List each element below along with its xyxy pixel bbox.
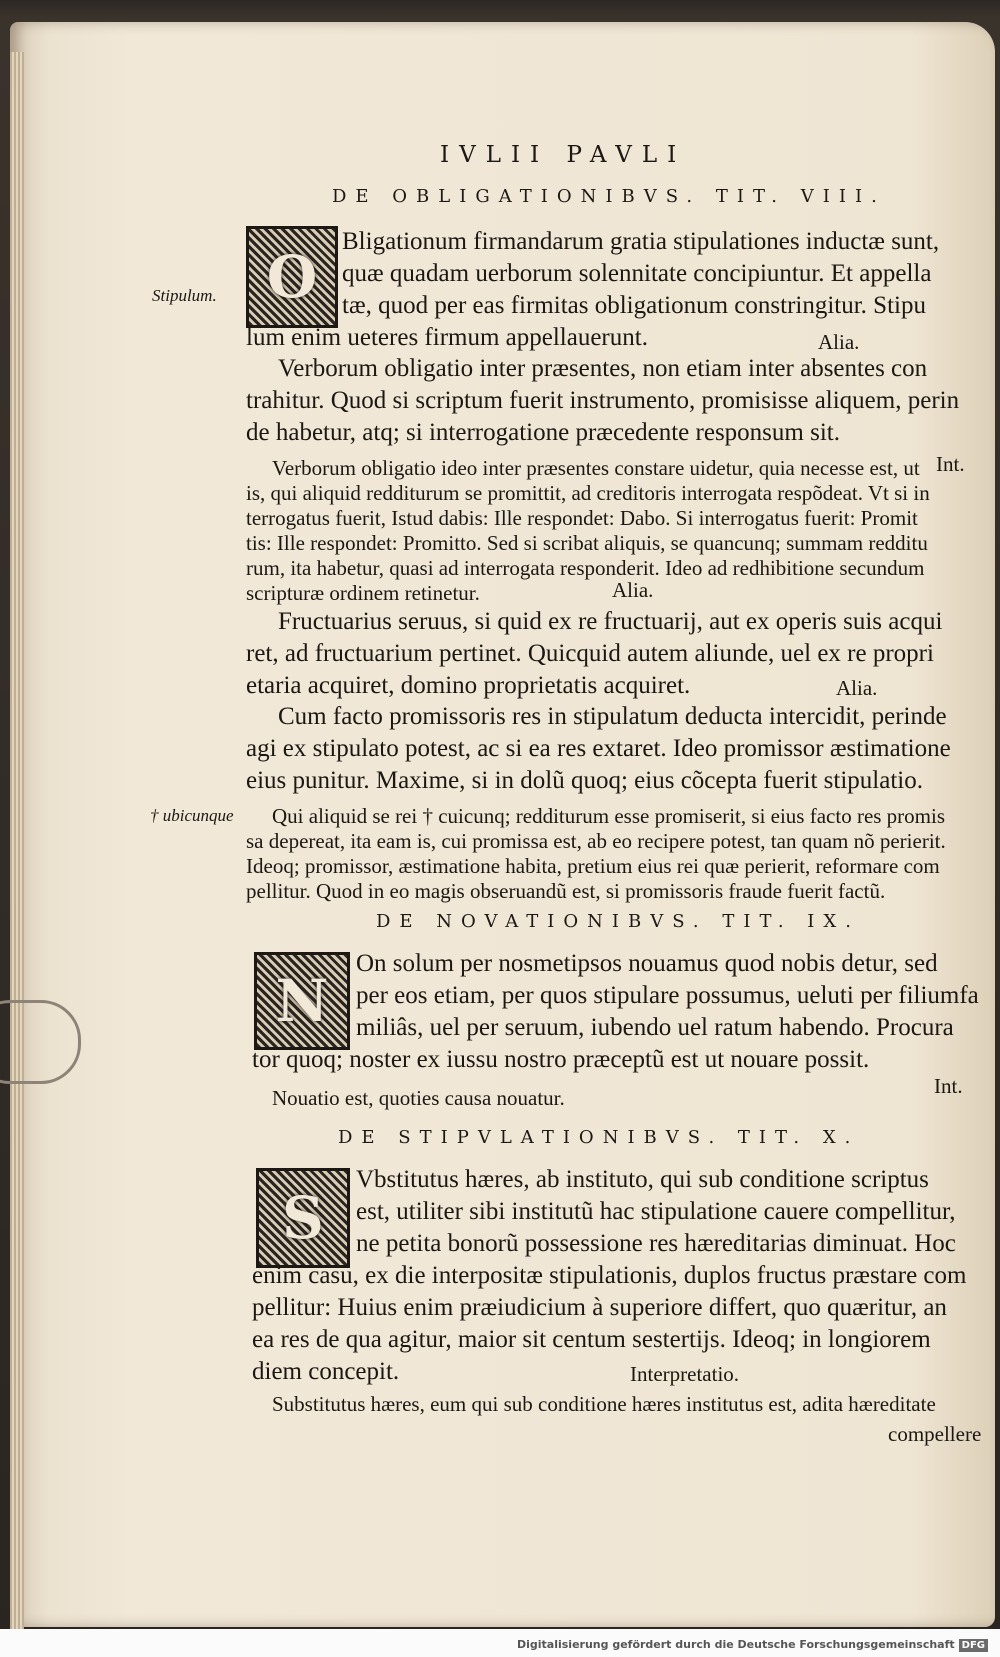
- initial-letter: O: [266, 243, 318, 311]
- decorated-initial-s: [256, 1168, 350, 1268]
- footer-credit-text: Digitalisierung gefördert durch die Deutsche Forschungsgemeinschaft: [516, 1638, 955, 1651]
- label-alia: Alia.: [818, 330, 860, 354]
- margin-note-ubicunque: † ubicunque: [150, 806, 234, 825]
- text-line: Verborum obligatio inter præsentes, non etiam inter absentes con: [278, 355, 928, 382]
- interpretation-line: Substitutus hæres, eum qui sub conditione hæres institutus est, adita hæreditate: [272, 1392, 936, 1416]
- text-line: Cum facto promissoris res in stipulatum deducta intercidit, perinde: [278, 703, 947, 730]
- interpretation-line: scripturæ ordinem retinetur.: [246, 581, 480, 605]
- interpretation-line: rum, ita habetur, quasi ad interrogata responderit. Ideo ad redhibitione secundum: [246, 556, 925, 580]
- text-line: miliâs, uel per seruum, iubendo uel ratum habendo. Procura: [356, 1014, 954, 1041]
- decorated-initial-n: [254, 952, 350, 1050]
- text-line: trahitur. Quod si scriptum fuerit instrumento, promisisse aliquem, perin: [246, 387, 960, 414]
- text-line: On solum per nosmetipsos nouamus quod nobis detur, sed: [356, 950, 938, 977]
- section-title-novationibus: DE NOVATIONIBVS. TIT. IX.: [376, 911, 860, 932]
- margin-note-stipulum: Stipulum.: [152, 286, 217, 305]
- decorated-initial-o: [246, 226, 338, 328]
- interpretation-line: sa depereat, ita eam is, cui promissa est, ab eo recipere potest, tan quam nõ perierit.: [246, 829, 946, 853]
- interpretation-line: Ideoq; promissor, æstimatione habita, pretium eius rei quæ perierit, reformare com: [246, 854, 940, 878]
- interpretation-line: tis: Ille respondet: Promitto. Sed si scribat aliquis, se quancunq; summam redditu: [246, 531, 928, 555]
- text-line: agi ex stipulato potest, ac si ea res extaret. Ideo promissor æstimatione: [246, 735, 951, 762]
- initial-letter: N: [275, 967, 329, 1035]
- catchword: compellere: [888, 1422, 982, 1446]
- interpretation-line: is, qui aliquid redditurum se promittit, ad creditoris interrogata respõdeat. Vt si in: [246, 481, 930, 505]
- text-line: lum enim ueteres firmum appellauerunt.: [246, 324, 648, 351]
- page-clip: [0, 1000, 81, 1084]
- interpretation-line: Nouatio est, quoties causa nouatur.: [272, 1086, 565, 1110]
- text-line: de habetur, atq; si interrogatione præcedente responsum sit.: [246, 419, 840, 446]
- text-line: ret, ad fructuarium pertinet. Quicquid autem aliunde, uel ex re propri: [246, 640, 934, 667]
- text-line: ne petita bonorũ possessione res hæreditarias diminuat. Hoc: [356, 1230, 956, 1257]
- initial-letter: S: [282, 1184, 324, 1252]
- text-line: per eos etiam, per quos stipulare possumus, ueluti per filiumfa: [356, 982, 979, 1009]
- interpretation-line: Qui aliquid se rei † cuicunq; redditurum esse promiserit, si eius facto res promis: [272, 804, 946, 828]
- running-head: IVLII PAVLI: [440, 142, 687, 168]
- label-int: Int.: [934, 1074, 963, 1098]
- label-interpretatio: Interpretatio.: [630, 1362, 740, 1386]
- section-title-stipulationibus: DE STIPVLATIONIBVS. TIT. X.: [338, 1127, 860, 1148]
- text-line: ea res de qua agitur, maior sit centum sestertijs. Ideoq; in longiorem: [252, 1326, 931, 1353]
- text-line: diem concepit.: [252, 1358, 400, 1385]
- page-edges: [10, 52, 24, 1642]
- label-alia: Alia.: [612, 578, 654, 602]
- label-alia: Alia.: [836, 676, 878, 700]
- text-line: tæ, quod per eas firmitas obligationum constringitur. Stipu: [342, 292, 926, 319]
- text-line: Fructuarius seruus, si quid ex re fructuarij, aut ex operis suis acqui: [278, 608, 943, 635]
- interpretation-line: pellitur. Quod in eo magis obseruandũ est, si promissoris fraude fuerit factũ.: [246, 879, 886, 903]
- section-title-obligationibus: DE OBLIGATIONIBVS. TIT. VIII.: [332, 186, 886, 207]
- text-line: quæ quadam uerborum solennitate concipiuntur. Et appella: [342, 260, 932, 287]
- text-line: est, utiliter sibi institutũ hac stipulatione cauere compellitur,: [356, 1198, 956, 1225]
- text-line: etaria acquiret, domino proprietatis acquiret.: [246, 672, 691, 699]
- text-line: tor quoq; noster ex iussu nostro præceptũ est ut nouare possit.: [252, 1046, 870, 1073]
- interpretation-line: terrogatus fuerit, Istud dabis: Ille respondet: Dabo. Si interrogatus fuerit: Promit: [246, 506, 918, 530]
- dfg-logo: DFG: [959, 1639, 988, 1652]
- label-int: Int.: [936, 452, 965, 476]
- text-line: pellitur: Huius enim præiudicium à superiore differt, quo quæritur, an: [252, 1294, 947, 1321]
- text-line: enim casu, ex die interpositæ stipulationis, duplos fructus præstare com: [252, 1262, 967, 1289]
- text-line: Bligationum firmandarum gratia stipulationes inductæ sunt,: [342, 228, 940, 255]
- text-line: eius punitur. Maxime, si in dolũ quoq; eius cõcepta fuerit stipulatio.: [246, 767, 923, 794]
- text-line: Vbstitutus hæres, ab instituto, qui sub conditione scriptus: [356, 1166, 929, 1193]
- footer-credit: [517, 1638, 988, 1651]
- footer-bar: [0, 1629, 1000, 1657]
- interpretation-line: Verborum obligatio ideo inter præsentes constare uidetur, quia necesse est, ut: [272, 456, 920, 480]
